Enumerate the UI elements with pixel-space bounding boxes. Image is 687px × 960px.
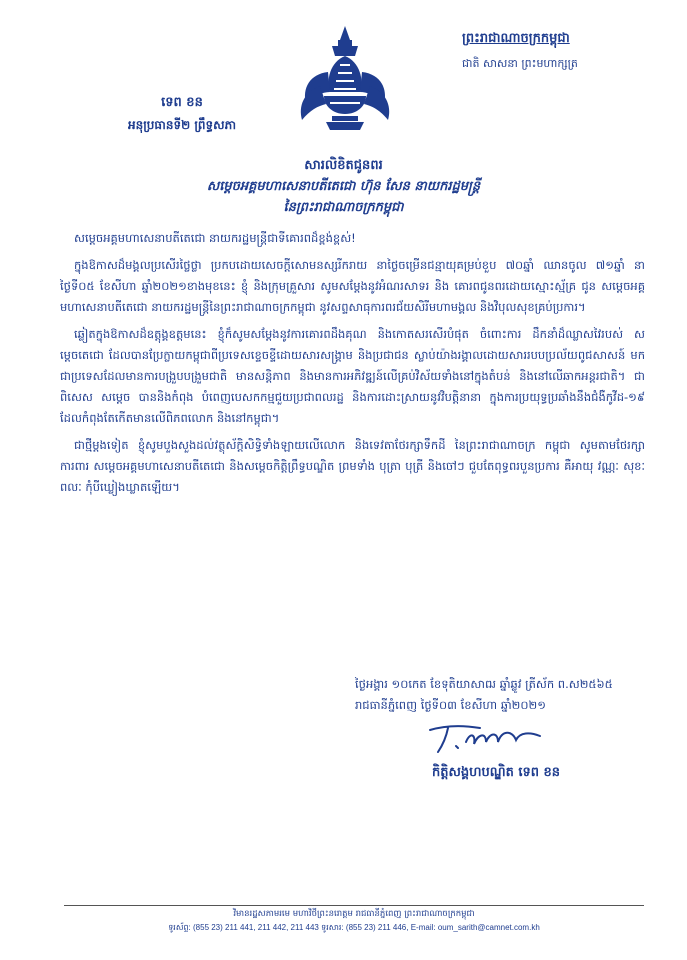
date-block (355, 674, 655, 716)
paragraph-2: ឆ្លៀតក្នុងឱកាសដ៏ឧត្តុង្គឧត្តមនេះ ខ្ញុំក៏សូមសម្តែងនូវការគោរពដឹងគុណ និងកោតសរសើរបំផុត ចំពោះការ ដឹកនាំដ៏ឈ្លាសវៃរបស់ សម្តេចតេជោ ដែលបានប្រែក្លាយកម្ពុជាពីប្រទេសខ្ទេចខ្ទីដោយសារសង្គ្រាម និងប្រជាជន ស្លាប់យ៉ាងរង្គាលដោយសាររបបប្រល័យពូជសាសន៍ មកជាប្រទេសដែលមានការបង្រួបបង្រួមជាតិ មានសន្តិភាព និងមានការអភិវឌ្ឍន៍លើគ្រប់វិស័យទាំងនៅក្នុងតំបន់ និងនៅលើឆាកអន្តរជាតិ។ ជាពិសេស សម្តេច បាននិងកំពុង បំពេញបេសកកម្មជួយប្រជាពលរដ្ឋ និងការដោះស្រាយនូវវិបត្តិនានា ក្នុងការប្រយុទ្ធប្រឆាំងនឹងជំងឺកូវីដ-១៩ ដែលកំពុងតែកើតមានលើពិភពលោក និងនៅកម្ពុជា។ (60, 327, 645, 425)
footer (64, 908, 644, 934)
kingdom-header (462, 30, 672, 72)
footer-divider (64, 905, 644, 906)
handwritten-signature (420, 718, 560, 758)
email: E-mail: oum_sarith@camnet.com.kh (410, 923, 540, 932)
royal-emblem-icon (290, 22, 400, 137)
salutation: សម្តេចអគ្គមហាសេនាបតីតេជោ នាយករដ្ឋមន្ត្រីជាទីគោរពដ៏ខ្ពង់ខ្ពស់! (74, 231, 356, 245)
phone-label: ទូរស័ព្ទ: (168, 923, 191, 932)
sender-position: អនុប្រធានទី២ ព្រឹទ្ធសភា (127, 118, 236, 132)
title-line-2: សម្តេចអគ្គមហាសេនាបតីតេជោ ហ៊ុន សែន នាយករដ្ឋមន្ត្រី (206, 179, 481, 194)
kingdom-title: ព្រះរាជាណាចក្រកម្ពុជា (462, 31, 570, 46)
paragraph-1: ក្នុងឱកាសដ៏មង្គលប្រសើរថ្លៃថ្លា ប្រកបដោយសេចក្តីសោមនស្សរីករាយ នាថ្ងៃចម្រើនជន្មាយុគម្រប់ខួប ៧០ឆ្នាំ ឈានចូល ៧១ឆ្នាំ នាថ្ងៃទី០៥ ខែសីហា ឆ្នាំ២០២១ខាងមុខនេះ ខ្ញុំ និងក្រុមគ្រួសារ សូមសម្តែងនូវអំណរសាទរ និង គោរពជូនពរដោយស្មោះស្ម័គ្រ ជូន សម្តេចអគ្គមហាសេនាបតីតេជោ នាយករដ្ឋមន្ត្រីនៃព្រះរាជាណាចក្រកម្ពុជា នូវសព្ទសាធុការពរជ័យសិរីមហាមង្គល និងវិបុលសុខគ្រប់ប្រការ។ (60, 258, 645, 314)
footer-address: វិមានរដ្ឋសភាមរមេ មហាវិថីព្រះនរោត្តម រាជធានីភ្នំពេញ ព្រះរាជាណាចក្រកម្ពុជា (233, 909, 475, 919)
footer-contact (64, 921, 644, 934)
paragraph-3: ជាថ្មីម្តងទៀត ខ្ញុំសូមបួងសួងដល់វត្ថុស័ក្តិសិទ្ធិទាំងឡាយលើលោក និងទេវតាថែរក្សាទឹកដី នៃព្រះរាជាណាចក្រ កម្ពុជា សូមតាមថែរក្សាការពារ សម្តេចអគ្គមហាសេនាបតីតេជោ និងសម្តេចកិត្តិព្រឹទ្ធបណ្ឌិត ព្រមទាំង បុត្រា បុត្រី និងចៅៗ ជួបតែពុទ្ធពរបួនប្រការ គឺអាយុ វណ្ណៈ សុខៈ ពលៈ កុំបីឃ្លៀងឃ្លាតឡើយ។ (60, 438, 645, 494)
lunar-date: ថ្ងៃអង្គារ ១០កេត ខែទុតិយាសាឍ ឆ្នាំឆ្លូវ ត្រីស័ក ព.ស២៥៦៥ (355, 677, 613, 691)
kingdom-motto: ជាតិ សាសនា ព្រះមហាក្សត្រ (462, 57, 578, 70)
letter-title (60, 156, 627, 218)
solar-date: រាជធានីភ្នំពេញ ថ្ងៃទី០៣ ខែសីហា ឆ្នាំ២០២១ (355, 698, 546, 712)
signer-title: កិត្តិសង្គហបណ្ឌិត ទេព ខន (431, 765, 561, 780)
sender-block (82, 94, 282, 134)
letter-body (60, 228, 645, 504)
phone-number: (855 23) 211 441, 211 442, 211 443 (193, 923, 319, 932)
title-line-3: នៃព្រះរាជាណាចក្រកម្ពុជា (283, 200, 404, 215)
title-line-1: សារលិខិតជូនពរ (304, 158, 383, 173)
fax-number: (855 23) 211 446, (345, 923, 409, 932)
fax-label: ទូរសារ: (321, 923, 344, 932)
sender-name: ទេព ខន (161, 95, 203, 110)
